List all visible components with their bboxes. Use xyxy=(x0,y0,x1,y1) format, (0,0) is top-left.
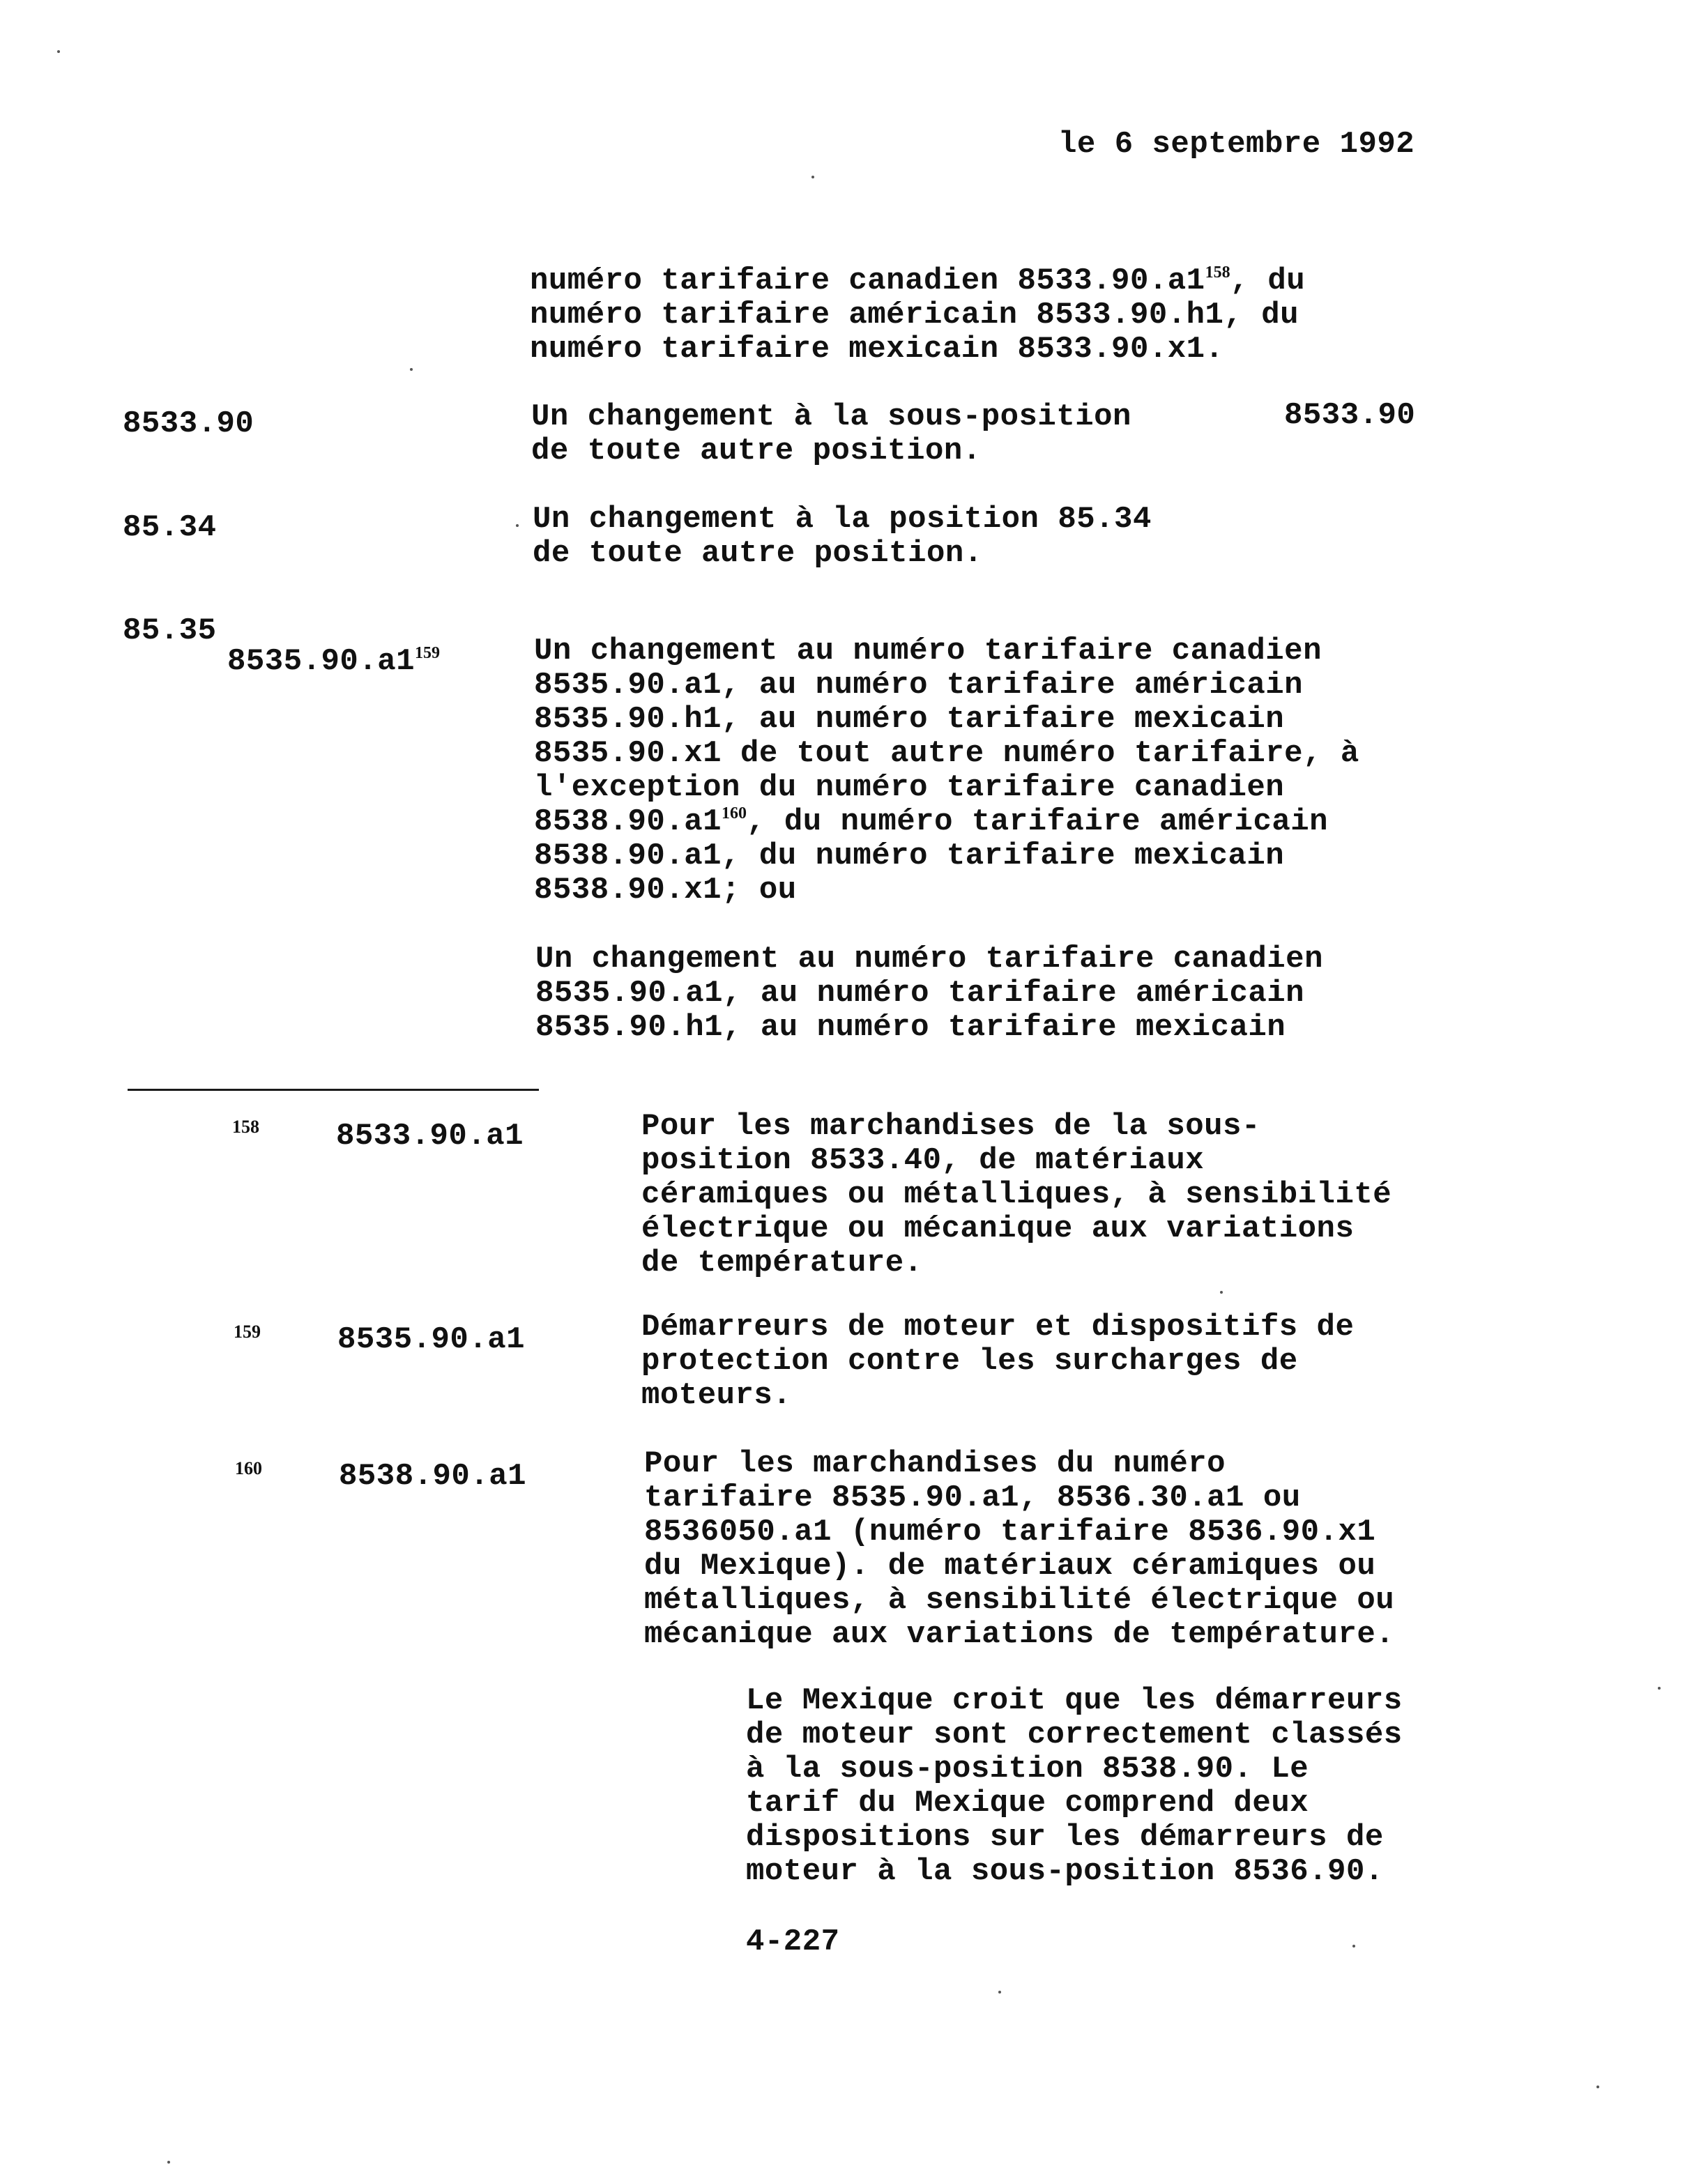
footnote-line: position 8533.40, de matériaux xyxy=(641,1143,1205,1178)
scan-speck xyxy=(516,524,519,527)
footnote-text-160 xyxy=(644,1447,1394,1652)
footnote-line: du Mexique). de matériaux céramiques ou xyxy=(644,1549,1376,1584)
footnote-line: Pour les marchandises du numéro xyxy=(644,1446,1226,1481)
footnote-code: 8533.90.a1 xyxy=(336,1119,524,1154)
para-line: 8535.90.a1, au numéro tarifaire américain xyxy=(535,976,1305,1011)
scan-speck xyxy=(1658,1687,1661,1690)
note-line: tarif du Mexique comprend deux xyxy=(746,1786,1309,1821)
para-line: 8538.90.x1; ou xyxy=(534,873,797,908)
footnote-line: de température. xyxy=(641,1246,923,1280)
rule-8535-paragraph-2 xyxy=(535,942,1323,1045)
scan-speck xyxy=(1596,2086,1599,2088)
note-line: moteur à la sous-position 8536.90. xyxy=(746,1854,1384,1889)
rule-line: de toute autre position. xyxy=(531,434,982,468)
rule-heading-8533-90: 8533.90 xyxy=(123,406,254,441)
rule-line: de toute autre position. xyxy=(533,536,983,571)
para-line: 8535.90.h1, au numéro tarifaire mexicain xyxy=(535,1010,1286,1045)
note-line: de moteur sont correctement classés xyxy=(746,1717,1403,1752)
rule-line: Un changement à la position 85.34 xyxy=(533,502,1152,537)
page-number: 4-227 xyxy=(746,1924,840,1959)
scan-speck xyxy=(1352,1945,1355,1947)
footnote-line: Démarreurs de moteur et dispositifs de xyxy=(641,1310,1355,1345)
footnote-text-159 xyxy=(641,1310,1354,1413)
note-line: dispositions sur les démarreurs de xyxy=(746,1820,1384,1855)
rule-right-code: 8533.90 xyxy=(1284,398,1416,433)
para-line: Un changement au numéro tarifaire canadien xyxy=(534,634,1322,668)
para-line: 8535.90.h1, au numéro tarifaire mexicain xyxy=(534,702,1285,737)
scan-speck xyxy=(57,50,60,53)
header-date: le 6 septembre 1992 xyxy=(1058,127,1415,162)
note-line: Le Mexique croit que les démarreurs xyxy=(746,1683,1403,1718)
footnote-line: tarifaire 8535.90.a1, 8536.30.a1 ou xyxy=(644,1480,1301,1515)
footnote-line: 8536050.a1 (numéro tarifaire 8536.90.x1 xyxy=(644,1515,1376,1549)
scan-speck xyxy=(998,1991,1001,1993)
footnote-code: 8538.90.a1 xyxy=(339,1459,527,1494)
footnote-line: Pour les marchandises de la sous- xyxy=(641,1109,1260,1144)
footnote-number-158: 158 xyxy=(232,1117,259,1137)
rule-8535-paragraph-1 xyxy=(534,634,1359,908)
scan-speck xyxy=(410,368,413,371)
note-line: à la sous-position 8538.90. Le xyxy=(746,1752,1309,1786)
subheading-8535-90-a1: 8535.90.a1$^{159}$ xyxy=(227,644,441,679)
rule-text-8533-90 xyxy=(531,400,1131,468)
para-line: 8535.90.a1, au numéro tarifaire américain xyxy=(534,668,1304,703)
para-line: l'exception du numéro tarifaire canadien xyxy=(534,770,1285,805)
footnote-line: céramiques ou métalliques, à sensibilité xyxy=(641,1177,1392,1212)
para-line: 8535.90.x1 de tout autre numéro tarifaire, à xyxy=(534,736,1359,771)
footnote-number-160: 160 xyxy=(235,1458,262,1478)
footnote-ref-159[interactable]: 159 xyxy=(415,644,441,662)
footnote-160-note xyxy=(746,1684,1403,1889)
scan-speck xyxy=(167,2161,170,2164)
para-line: Un changement au numéro tarifaire canadien xyxy=(535,942,1323,977)
rule-text-85-34 xyxy=(533,503,1152,571)
footnote-ref-160[interactable]: 160 xyxy=(722,804,747,822)
footnote-line: mécanique aux variations de température. xyxy=(644,1617,1395,1652)
footnote-separator xyxy=(128,1089,539,1091)
rule-heading-85-34: 85.34 xyxy=(123,510,217,545)
scan-speck xyxy=(1220,1291,1223,1294)
footnote-number-159: 159 xyxy=(234,1322,261,1342)
para-line: 8538.90.a1$^{160}$, du numéro tarifaire américain xyxy=(534,804,1329,839)
rule-line: Un changement à la sous-position xyxy=(531,399,1131,434)
footnote-ref-158[interactable]: 158 xyxy=(1205,263,1230,282)
para-line: 8538.90.a1, du numéro tarifaire mexicain xyxy=(534,839,1285,873)
intro-line-1: numéro tarifaire canadien 8533.90.a1$^{158}$, du xyxy=(530,263,1306,298)
footnote-code: 8535.90.a1 xyxy=(337,1322,526,1357)
intro-line-3: numéro tarifaire mexicain 8533.90.x1. xyxy=(530,332,1224,367)
footnote-text-158 xyxy=(641,1110,1391,1280)
footnote-line: protection contre les surcharges de xyxy=(641,1344,1298,1379)
footnote-line: électrique ou mécanique aux variations xyxy=(641,1211,1355,1246)
rule-heading-85-35: 85.35 xyxy=(123,613,217,648)
intro-line-2: numéro tarifaire américain 8533.90.h1, du xyxy=(530,298,1299,332)
footnote-line: métalliques, à sensibilité électrique ou xyxy=(644,1583,1395,1618)
footnote-line: moteurs. xyxy=(641,1378,792,1413)
intro-paragraph xyxy=(530,264,1305,367)
scan-speck xyxy=(811,176,814,178)
